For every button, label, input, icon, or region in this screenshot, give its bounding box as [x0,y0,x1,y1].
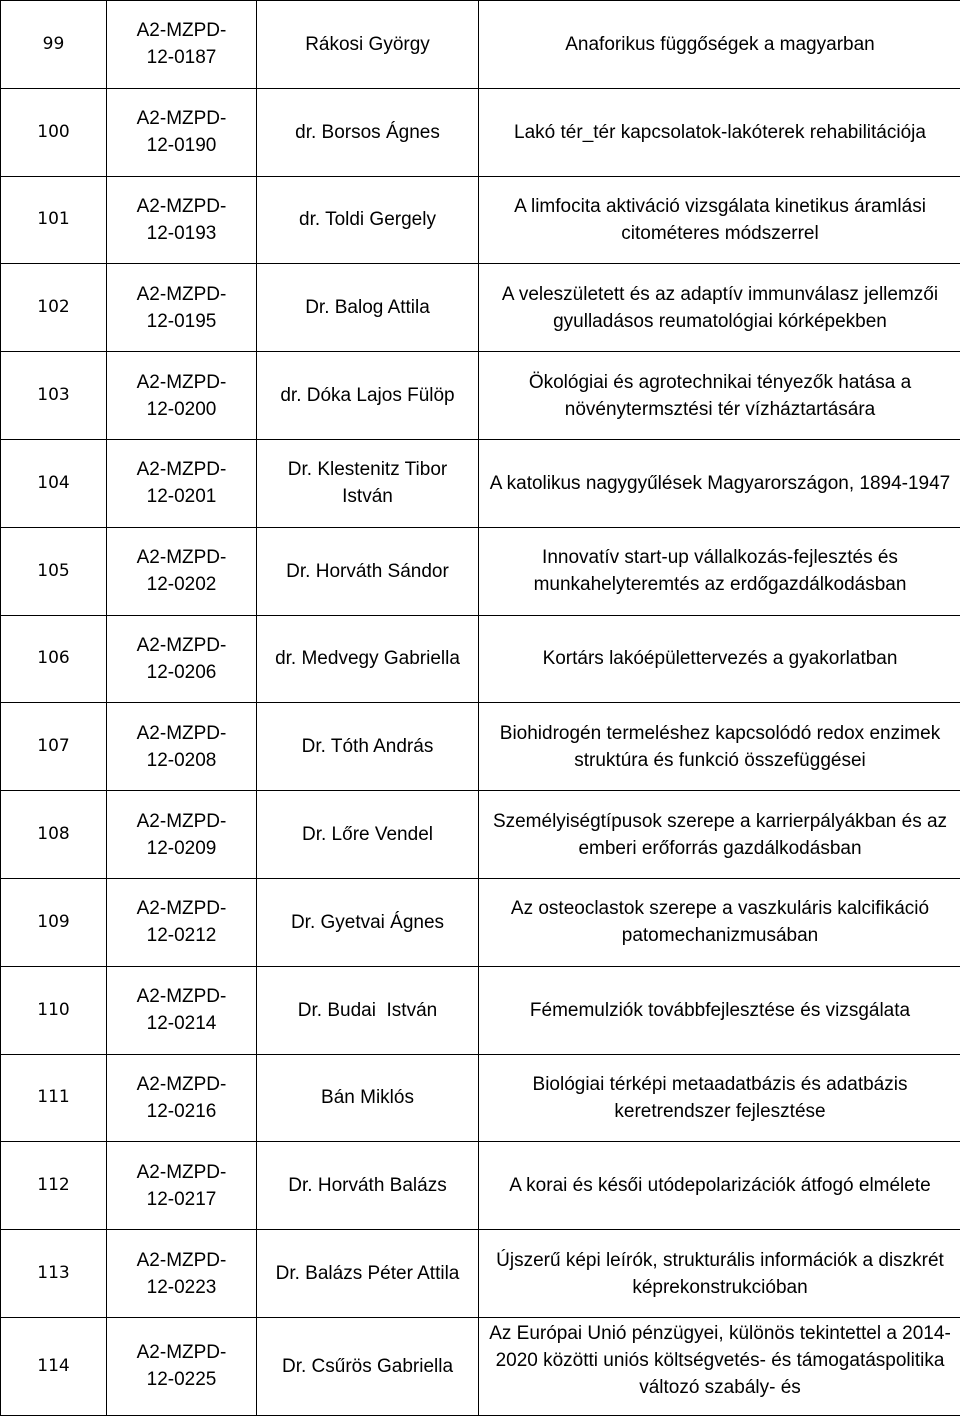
table-row [1,1,960,89]
code-prefix: A2-MZPD- [136,371,227,393]
project-code [107,439,257,527]
project-code [107,615,257,703]
code-suffix: 12-0195 [146,310,217,332]
row-number: 111 [1,1054,107,1142]
project-title: Biohidrogén termeléshez kapcsolódó redox enzimek struktúra és funkció összefüggései [479,703,960,791]
code-suffix: 12-0200 [146,398,217,420]
table-row [1,439,960,527]
researcher-name: Rákosi György [257,1,479,89]
row-number: 105 [1,527,107,615]
project-title: A limfocita aktiváció vizsgálata kinetikus áramlási citométeres módszerrel [479,176,960,264]
code-suffix: 12-0202 [146,574,217,596]
project-code [107,264,257,352]
project-title: Az osteoclastok szerepe a vaszkuláris kalcifikáció patomechanizmusában [479,878,960,966]
table-row [1,1054,960,1142]
table-row [1,176,960,264]
project-title: Személyiségtípusok szerepe a karrierpályákban és az emberi erőforrás gazdálkodásban [479,791,960,879]
project-code [107,1317,257,1415]
researcher-name: Dr. Horváth Sándor [257,527,479,615]
code-prefix: A2-MZPD- [136,898,227,920]
researcher-name: dr. Dóka Lajos Fülöp [257,352,479,440]
row-number: 103 [1,352,107,440]
table-row [1,1317,960,1415]
code-prefix: A2-MZPD- [136,459,227,481]
table-row [1,703,960,791]
code-suffix: 12-0201 [146,486,217,508]
project-code [107,1142,257,1230]
table-row [1,1142,960,1230]
project-code [107,1054,257,1142]
project-title: A korai és késői utódepolarizációk átfogó elmélete [479,1142,960,1230]
row-number: 107 [1,703,107,791]
code-suffix: 12-0225 [146,1369,217,1391]
row-number: 106 [1,615,107,703]
project-code [107,88,257,176]
code-prefix: A2-MZPD- [136,1073,227,1095]
researcher-name: dr. Medvegy Gabriella [257,615,479,703]
project-title: Biológiai térképi metaadatbázis és adatbázis keretrendszer fejlesztése [479,1054,960,1142]
researcher-name: dr. Toldi Gergely [257,176,479,264]
table-row [1,615,960,703]
project-code [107,527,257,615]
row-number: 99 [1,1,107,89]
code-suffix: 12-0190 [146,135,217,157]
code-prefix: A2-MZPD- [136,1161,227,1183]
row-number: 114 [1,1317,107,1415]
code-prefix: A2-MZPD- [136,634,227,656]
table-row [1,791,960,879]
project-code [107,703,257,791]
code-suffix: 12-0193 [146,222,217,244]
code-prefix: A2-MZPD- [136,195,227,217]
project-title: Anaforikus függőségek a magyarban [479,1,960,89]
researcher-name: Dr. Balog Attila [257,264,479,352]
researcher-name: Dr. Gyetvai Ágnes [257,878,479,966]
code-suffix: 12-0216 [146,1100,217,1122]
table-row [1,88,960,176]
researcher-name: Dr. Budai István [257,966,479,1054]
table-row [1,878,960,966]
row-number: 113 [1,1230,107,1318]
project-code [107,966,257,1054]
table-row [1,1230,960,1318]
row-number: 102 [1,264,107,352]
code-suffix: 12-0187 [146,47,217,69]
row-number: 101 [1,176,107,264]
researcher-name: Dr. Lőre Vendel [257,791,479,879]
code-prefix: A2-MZPD- [136,986,227,1008]
code-prefix: A2-MZPD- [136,283,227,305]
code-suffix: 12-0217 [146,1188,217,1210]
project-code [107,791,257,879]
row-number: 110 [1,966,107,1054]
code-prefix: A2-MZPD- [136,547,227,569]
project-code [107,878,257,966]
project-title: Újszerű képi leírók, strukturális információk a diszkrét képrekonstrukcióban [479,1230,960,1318]
table-row [1,966,960,1054]
project-title: Lakó tér_tér kapcsolatok-lakóterek rehabilitációja [479,88,960,176]
row-number: 108 [1,791,107,879]
code-suffix: 12-0209 [146,837,217,859]
researcher-name: dr. Borsos Ágnes [257,88,479,176]
code-suffix: 12-0208 [146,749,217,771]
project-title: Az Európai Unió pénzügyei, különös tekintettel a 2014-2020 közötti uniós költségvetés- és támogatáspolitika változó szabály- és [479,1317,960,1415]
researcher-name: Dr. Klestenitz Tibor István [257,439,479,527]
row-number: 109 [1,878,107,966]
project-title: Kortárs lakóépülettervezés a gyakorlatban [479,615,960,703]
researcher-name: Dr. Horváth Balázs [257,1142,479,1230]
researcher-name: Dr. Csűrös Gabriella [257,1317,479,1415]
code-suffix: 12-0214 [146,1013,217,1035]
researcher-name: Dr. Tóth András [257,703,479,791]
table-row [1,264,960,352]
code-prefix: A2-MZPD- [136,722,227,744]
project-title: Innovatív start-up vállalkozás-fejlesztés és munkahelyteremtés az erdőgazdálkodásban [479,527,960,615]
row-number: 100 [1,88,107,176]
row-number: 104 [1,439,107,527]
project-code [107,176,257,264]
row-number: 112 [1,1142,107,1230]
code-prefix: A2-MZPD- [136,108,227,130]
project-title: Fémemulziók továbbfejlesztése és vizsgálata [479,966,960,1054]
code-prefix: A2-MZPD- [136,1342,227,1364]
code-suffix: 12-0206 [146,661,217,683]
project-title: A veleszületett és az adaptív immunválasz jellemzői gyulladásos reumatológiai kórképekben [479,264,960,352]
table-row [1,527,960,615]
project-title: A katolikus nagygyűlések Magyarországon, 1894-1947 [479,439,960,527]
project-code [107,352,257,440]
code-prefix: A2-MZPD- [136,20,227,42]
code-prefix: A2-MZPD- [136,810,227,832]
researcher-name: Bán Miklós [257,1054,479,1142]
project-code [107,1,257,89]
table-row [1,352,960,440]
code-prefix: A2-MZPD- [136,1249,227,1271]
code-suffix: 12-0212 [146,925,217,947]
project-title: Ökológiai és agrotechnikai tényezők hatása a növénytermsztési tér vízháztartására [479,352,960,440]
code-suffix: 12-0223 [146,1276,217,1298]
project-code [107,1230,257,1318]
researcher-name: Dr. Balázs Péter Attila [257,1230,479,1318]
